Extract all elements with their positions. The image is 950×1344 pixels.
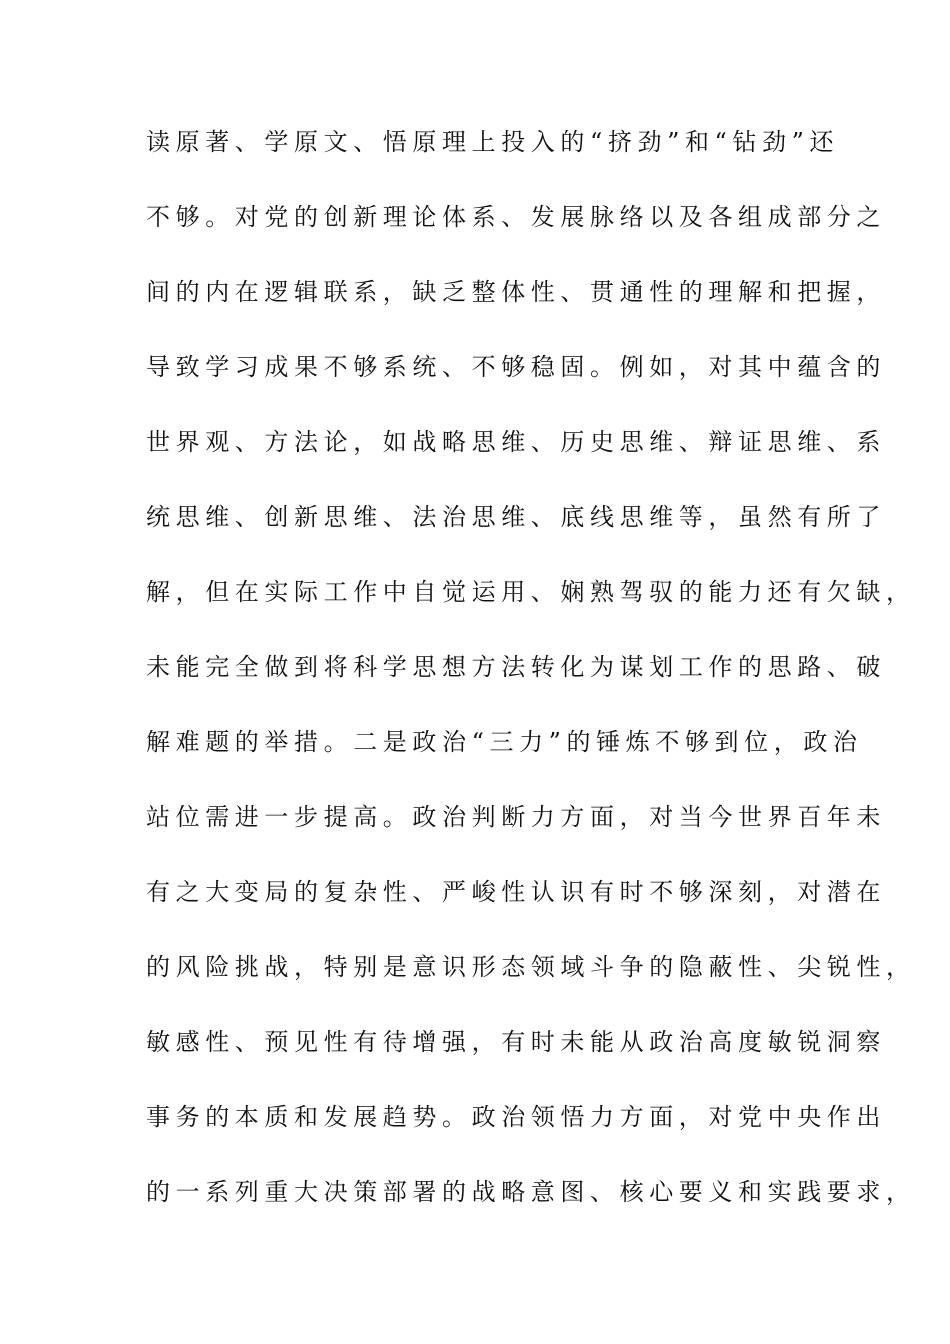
- text-line: 世界观、方法论，如战略思维、历史思维、辩证思维、系: [146, 428, 886, 456]
- text-line: 的一系列重大决策部署的战略意图、核心要义和实践要求，: [146, 1178, 916, 1206]
- text-line: 敏感性、预见性有待增强，有时未能从政治高度敏锐洞察: [146, 1028, 886, 1056]
- text-line: 间的内在逻辑联系，缺乏整体性、贯通性的理解和把握，: [146, 278, 886, 306]
- text-line: 有之大变局的复杂性、严峻性认识有时不够深刻，对潜在: [146, 878, 886, 906]
- text-line: 读原著、学原文、悟原理上投入的“挤劲”和“钻劲”还: [146, 128, 840, 156]
- text-line: 导致学习成果不够系统、不够稳固。例如，对其中蕴含的: [146, 353, 886, 381]
- body-text: [146, 118, 916, 1243]
- text-line: 统思维、创新思维、法治思维、底线思维等，虽然有所了: [146, 503, 886, 531]
- text-line: 解难题的举措。二是政治“三力”的锤炼不够到位，政治: [146, 728, 863, 756]
- text-line: 事务的本质和发展趋势。政治领悟力方面，对党中央作出: [146, 1103, 886, 1131]
- text-line: 未能完全做到将科学思想方法转化为谋划工作的思路、破: [146, 653, 886, 681]
- text-line: 的风险挑战，特别是意识形态领域斗争的隐蔽性、尖锐性，: [146, 953, 916, 981]
- text-line: 不够。对党的创新理论体系、发展脉络以及各组成部分之: [146, 203, 886, 231]
- text-line: 解，但在实际工作中自觉运用、娴熟驾驭的能力还有欠缺，: [146, 578, 916, 606]
- text-line: 站位需进一步提高。政治判断力方面，对当今世界百年未: [146, 803, 886, 831]
